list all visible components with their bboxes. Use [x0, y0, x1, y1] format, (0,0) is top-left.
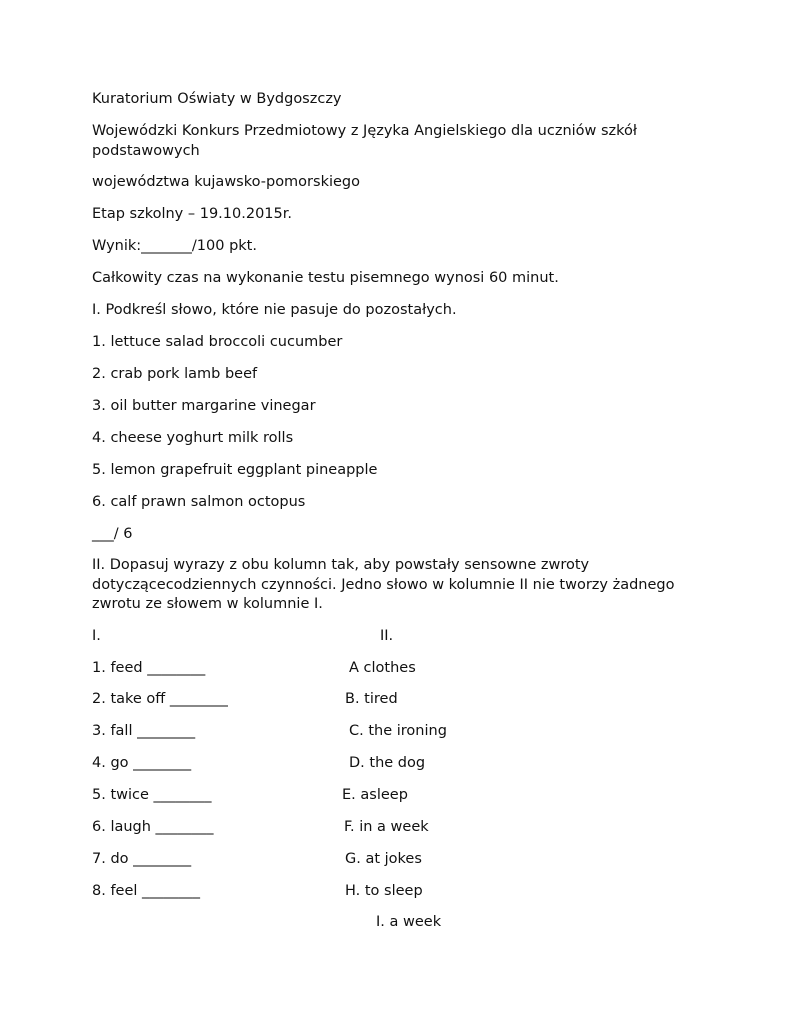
section1-item: 1. lettuce salad broccoli cucumber [92, 334, 343, 350]
match-right-item: A clothes [349, 660, 416, 676]
match-right-item: E. asleep [342, 787, 408, 803]
institution-name: Kuratorium Oświaty w Bydgoszczy [92, 91, 342, 107]
match-left-item: 4. go ________ [92, 755, 192, 771]
contest-title: Wojewódzki Konkurs Przedmiotowy z Języka Angielskiego dla uczniów szkół podstawowych [92, 123, 638, 159]
section1-item: 3. oil butter margarine vinegar [92, 398, 316, 414]
match-left-item: 7. do ________ [92, 851, 192, 867]
stage-date: Etap szkolny – 19.10.2015r. [92, 206, 292, 222]
section1-score: ___/ 6 [92, 526, 133, 542]
section1-item: 5. lemon grapefruit eggplant pineapple [92, 462, 378, 478]
region-name: województwa kujawsko-pomorskiego [92, 174, 360, 190]
match-left-item: 2. take off ________ [92, 691, 228, 707]
match-right-item: I. a week [376, 914, 442, 930]
match-left-item: 5. twice ________ [92, 787, 212, 803]
match-right-item: D. the dog [349, 755, 426, 771]
section2-instruction: II. Dopasuj wyrazy z obu kolumn tak, aby powstały sensowne zwroty dotyczącecodziennych czynności. Jedno słowo w kolumnie II nie tworzy żadnego zwrotu ze słowem w kolumnie I. [92, 557, 675, 612]
match-left-item: 3. fall ________ [92, 723, 196, 739]
match-right-item: H. to sleep [345, 883, 423, 899]
match-right-item: C. the ironing [349, 723, 447, 739]
column1-header: I. [92, 628, 101, 644]
section1-item: 2. crab pork lamb beef [92, 366, 258, 382]
score-field: Wynik:_______/100 pkt. [92, 238, 257, 254]
match-right-item: G. at jokes [345, 851, 422, 867]
match-left-item: 8. feel ________ [92, 883, 201, 899]
match-right-item: F. in a week [344, 819, 429, 835]
section1-instruction: I. Podkreśl słowo, które nie pasuje do pozostałych. [92, 302, 457, 318]
section1-item: 4. cheese yoghurt milk rolls [92, 430, 294, 446]
match-left-item: 6. laugh ________ [92, 819, 214, 835]
match-left-item: 1. feed ________ [92, 660, 206, 676]
match-right-item: B. tired [345, 691, 398, 707]
time-info: Całkowity czas na wykonanie testu pisemnego wynosi 60 minut. [92, 270, 559, 286]
column2-header: II. [380, 628, 394, 644]
section1-item: 6. calf prawn salmon octopus [92, 494, 306, 510]
